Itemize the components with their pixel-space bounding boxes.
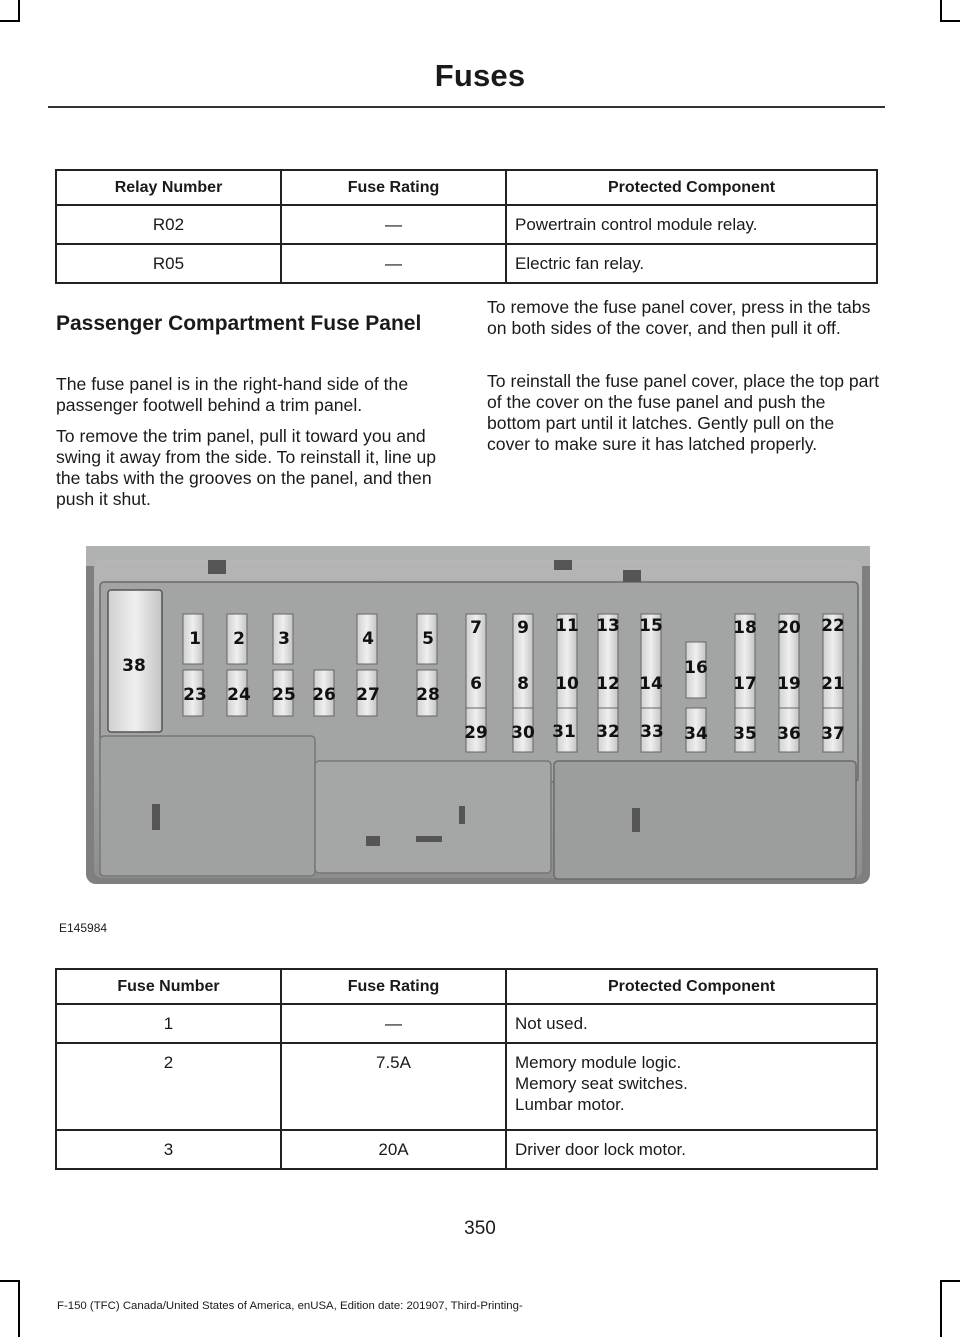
fuse-number: 11	[555, 616, 579, 636]
protected-component	[506, 1043, 877, 1130]
fuse-number: 20	[777, 618, 801, 638]
title-divider	[48, 106, 885, 108]
fuse-rating: 20A	[281, 1130, 506, 1169]
fuse-number: 29	[464, 723, 488, 743]
clip	[152, 804, 160, 830]
fuse-number: 19	[777, 674, 801, 694]
fuse-number: 28	[416, 685, 440, 705]
fuse-number: 34	[684, 724, 708, 744]
fuse-table-header: Fuse Number	[56, 969, 281, 1004]
fuse-number: 33	[640, 722, 664, 742]
relay-table	[55, 169, 878, 284]
fuse-number: 27	[356, 685, 380, 705]
relay-table-header: Fuse Rating	[281, 170, 506, 205]
fuse-number: 24	[227, 685, 251, 705]
fuse-rating: 7.5A	[281, 1043, 506, 1130]
crop-mark	[18, 0, 20, 22]
clip	[554, 560, 572, 570]
fuse-rating: —	[281, 244, 506, 283]
fuse-number: 4	[362, 629, 374, 649]
clip	[366, 836, 380, 846]
fuse-number: 3	[278, 629, 290, 649]
component-line: Memory seat switches.	[515, 1074, 688, 1093]
fuse-number: 23	[183, 685, 207, 705]
fuse-number: 16	[684, 658, 708, 678]
fuse-table-header: Fuse Rating	[281, 969, 506, 1004]
fuse-number: 36	[777, 724, 801, 744]
crop-mark	[0, 1280, 20, 1282]
crop-mark	[940, 20, 960, 22]
fuse-rating: —	[281, 1004, 506, 1043]
page-number: 350	[464, 1218, 496, 1239]
crop-mark	[18, 1280, 20, 1337]
fuse-number: 9	[517, 618, 529, 638]
fuse-number: 10	[555, 674, 579, 694]
fuse-number: 1	[56, 1004, 281, 1043]
lower-right-cover	[554, 761, 856, 879]
figure-label: E145984	[59, 921, 108, 935]
paragraph: To reinstall the fuse panel cover, place the top part of the cover on the fuse panel and push the bottom part until it latches. Gently pull on the cover to make sure it has latched properly.	[487, 371, 880, 454]
fuse-number: 3	[56, 1130, 281, 1169]
table-row	[56, 244, 877, 283]
fuse-number: 37	[821, 724, 845, 744]
fuse-number: 32	[596, 722, 620, 742]
component-line: Memory module logic.	[515, 1053, 682, 1072]
fuse-number: 6	[470, 674, 482, 694]
relay-number: R05	[56, 244, 281, 283]
footer-edition: F-150 (TFC) Canada/United States of America, enUSA, Edition date: 201907, Third-Printing-	[57, 1300, 523, 1312]
clip	[623, 570, 641, 582]
protected-component	[506, 1004, 877, 1043]
fuse-number: 31	[552, 722, 576, 742]
fuse-number: 8	[517, 674, 529, 694]
component-line: Not used.	[515, 1014, 588, 1033]
clip	[416, 836, 442, 842]
fuse-number: 7	[470, 618, 482, 638]
relay-table-header: Relay Number	[56, 170, 281, 205]
component-line: Lumbar motor.	[515, 1095, 625, 1114]
fuse-rating: —	[281, 205, 506, 244]
section-heading: Passenger Compartment Fuse Panel	[56, 312, 422, 335]
fuse-number: 1	[189, 629, 201, 649]
fuse-table-header: Protected Component	[506, 969, 877, 1004]
component-line: Driver door lock motor.	[515, 1140, 686, 1159]
protected-component: Powertrain control module relay.	[506, 205, 877, 244]
crop-mark	[940, 1280, 960, 1282]
fuse-number: 12	[596, 674, 620, 694]
fuse-number: 26	[312, 685, 336, 705]
fuse-number: 18	[733, 618, 757, 638]
table-row	[56, 205, 877, 244]
clip	[208, 560, 226, 574]
table-row	[56, 1130, 877, 1169]
protected-component	[506, 1130, 877, 1169]
fuse-number: 35	[733, 724, 757, 744]
table-row	[56, 1043, 877, 1130]
page-title: Fuses	[434, 58, 526, 93]
table-row	[56, 1004, 877, 1043]
paragraph: To remove the fuse panel cover, press in the tabs on both sides of the cover, and then pull it off.	[487, 297, 871, 338]
paragraph: To remove the trim panel, pull it toward you and swing it away from the side. To reinstall it, line up the tabs with the grooves on the panel, and then push it shut.	[56, 426, 437, 509]
crop-mark	[940, 1280, 942, 1337]
fuse-number: 15	[639, 616, 663, 636]
fuse-number: 22	[821, 616, 845, 636]
protected-component: Electric fan relay.	[506, 244, 877, 283]
fuse-number: 2	[233, 629, 245, 649]
fuse-table	[55, 968, 878, 1170]
fuse-number: 17	[733, 674, 757, 694]
fuse-number: 21	[821, 674, 845, 694]
fuse-number: 14	[639, 674, 663, 694]
crop-mark	[940, 0, 942, 22]
paragraph: The fuse panel is in the right-hand side of the passenger footwell behind a trim panel.	[56, 374, 409, 415]
crop-mark	[0, 20, 20, 22]
fuse-number: 30	[511, 723, 535, 743]
fuse-number: 25	[272, 685, 296, 705]
lower-middle-cover	[315, 761, 551, 873]
fuse-number: 13	[596, 616, 620, 636]
fuse-number: 38	[122, 656, 146, 676]
relay-number: R02	[56, 205, 281, 244]
relay-table-header: Protected Component	[506, 170, 877, 205]
fuse-number: 5	[422, 629, 434, 649]
lower-left-cover	[100, 736, 315, 876]
fuse-number: 2	[56, 1043, 281, 1130]
fuse-panel-diagram	[86, 546, 870, 886]
clip	[459, 806, 465, 824]
clip	[632, 808, 640, 832]
